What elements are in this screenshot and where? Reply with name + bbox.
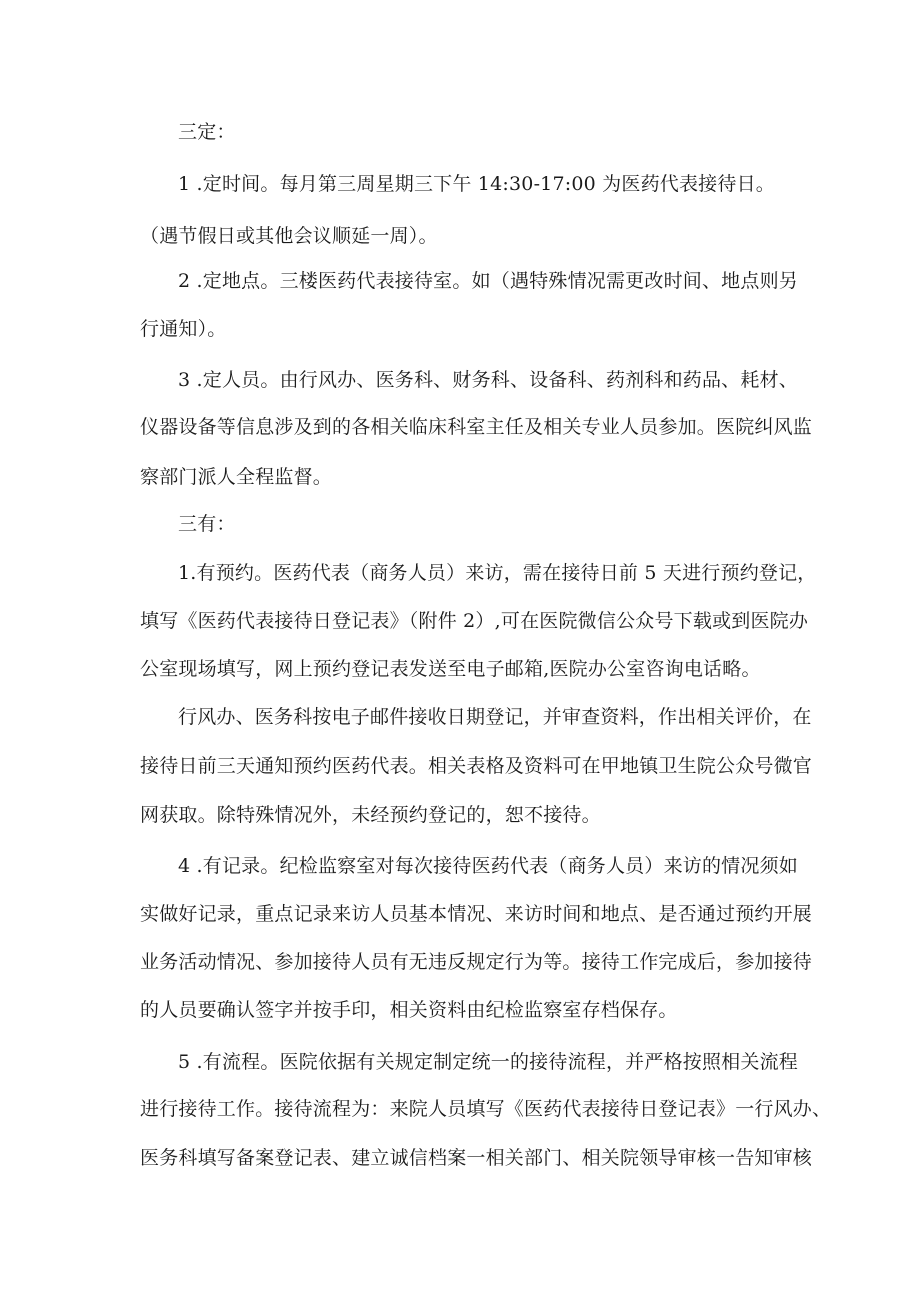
paragraph-line: 察部门派人全程监督。 — [140, 466, 333, 488]
paragraph-line: 行通知）。 — [140, 318, 227, 340]
paragraph-line: 公室现场填写，网上预约登记表发送至电子邮箱,医院办公室咨询电话略。 — [140, 658, 761, 680]
section-heading-three-fixed: 三定： — [178, 121, 236, 143]
paragraph-line: 实做好记录，重点记录来访人员基本情况、来访时间和地点、是否通过预约开展 — [140, 903, 813, 925]
paragraph-line: 4 .有记录。纪检监察室对每次接待医药代表（商务人员）来访的情况须如 — [178, 855, 798, 877]
paragraph-line: 的人员要确认签字并按手印，相关资料由纪检监察室存档保存。 — [140, 999, 678, 1021]
paragraph-line: 接待日前三天通知预约医药代表。相关表格及资料可在甲地镇卫生院公众号微官 — [140, 755, 813, 777]
paragraph-line: 填写《医药代表接待日登记表》（附件 2）,可在医院微信公众号下载或到医院办 — [140, 610, 809, 632]
paragraph-line: 3 .定人员。由行风办、医务科、财务科、设备科、药剂科和药品、耗材、 — [178, 369, 798, 391]
paragraph-line: 2 .定地点。三楼医药代表接待室。如（遇特殊情况需更改时间、地点则另 — [178, 270, 798, 292]
paragraph-line: （遇节假日或其他会议顺延一周）。 — [140, 225, 438, 247]
paragraph-line: 5 .有流程。医院依据有关规定制定统一的接待流程，并严格按照相关流程 — [178, 1051, 798, 1073]
section-heading-three-have: 三有： — [178, 513, 236, 535]
paragraph-line: 仪器设备等信息涉及到的各相关临床科室主任及相关专业人员参加。医院纠风监 — [140, 416, 813, 438]
paragraph-line: 网获取。除特殊情况外，未经预约登记的，恕不接待。 — [140, 804, 601, 826]
paragraph-line: 1.有预约。医药代表（商务人员）来访，需在接待日前 5 天进行预约登记， — [178, 562, 817, 584]
paragraph-line: 1 .定时间。每月第三周星期三下午 14:30-17:00 为医药代表接待日。 — [178, 173, 775, 195]
paragraph-line: 医务科填写备案登记表、建立诚信档案一相关部门、相关院领导审核一告知审核 — [140, 1147, 813, 1169]
paragraph-line: 行风办、医务科按电子邮件接收日期登记，并审查资料，作出相关评价，在 — [178, 706, 812, 728]
paragraph-line: 进行接待工作。接待流程为：来院人员填写《医药代表接待日登记表》一行风办、 — [140, 1098, 832, 1120]
paragraph-line: 业务活动情况、参加接待人员有无违反规定行为等。接待工作完成后，参加接待 — [140, 951, 813, 973]
